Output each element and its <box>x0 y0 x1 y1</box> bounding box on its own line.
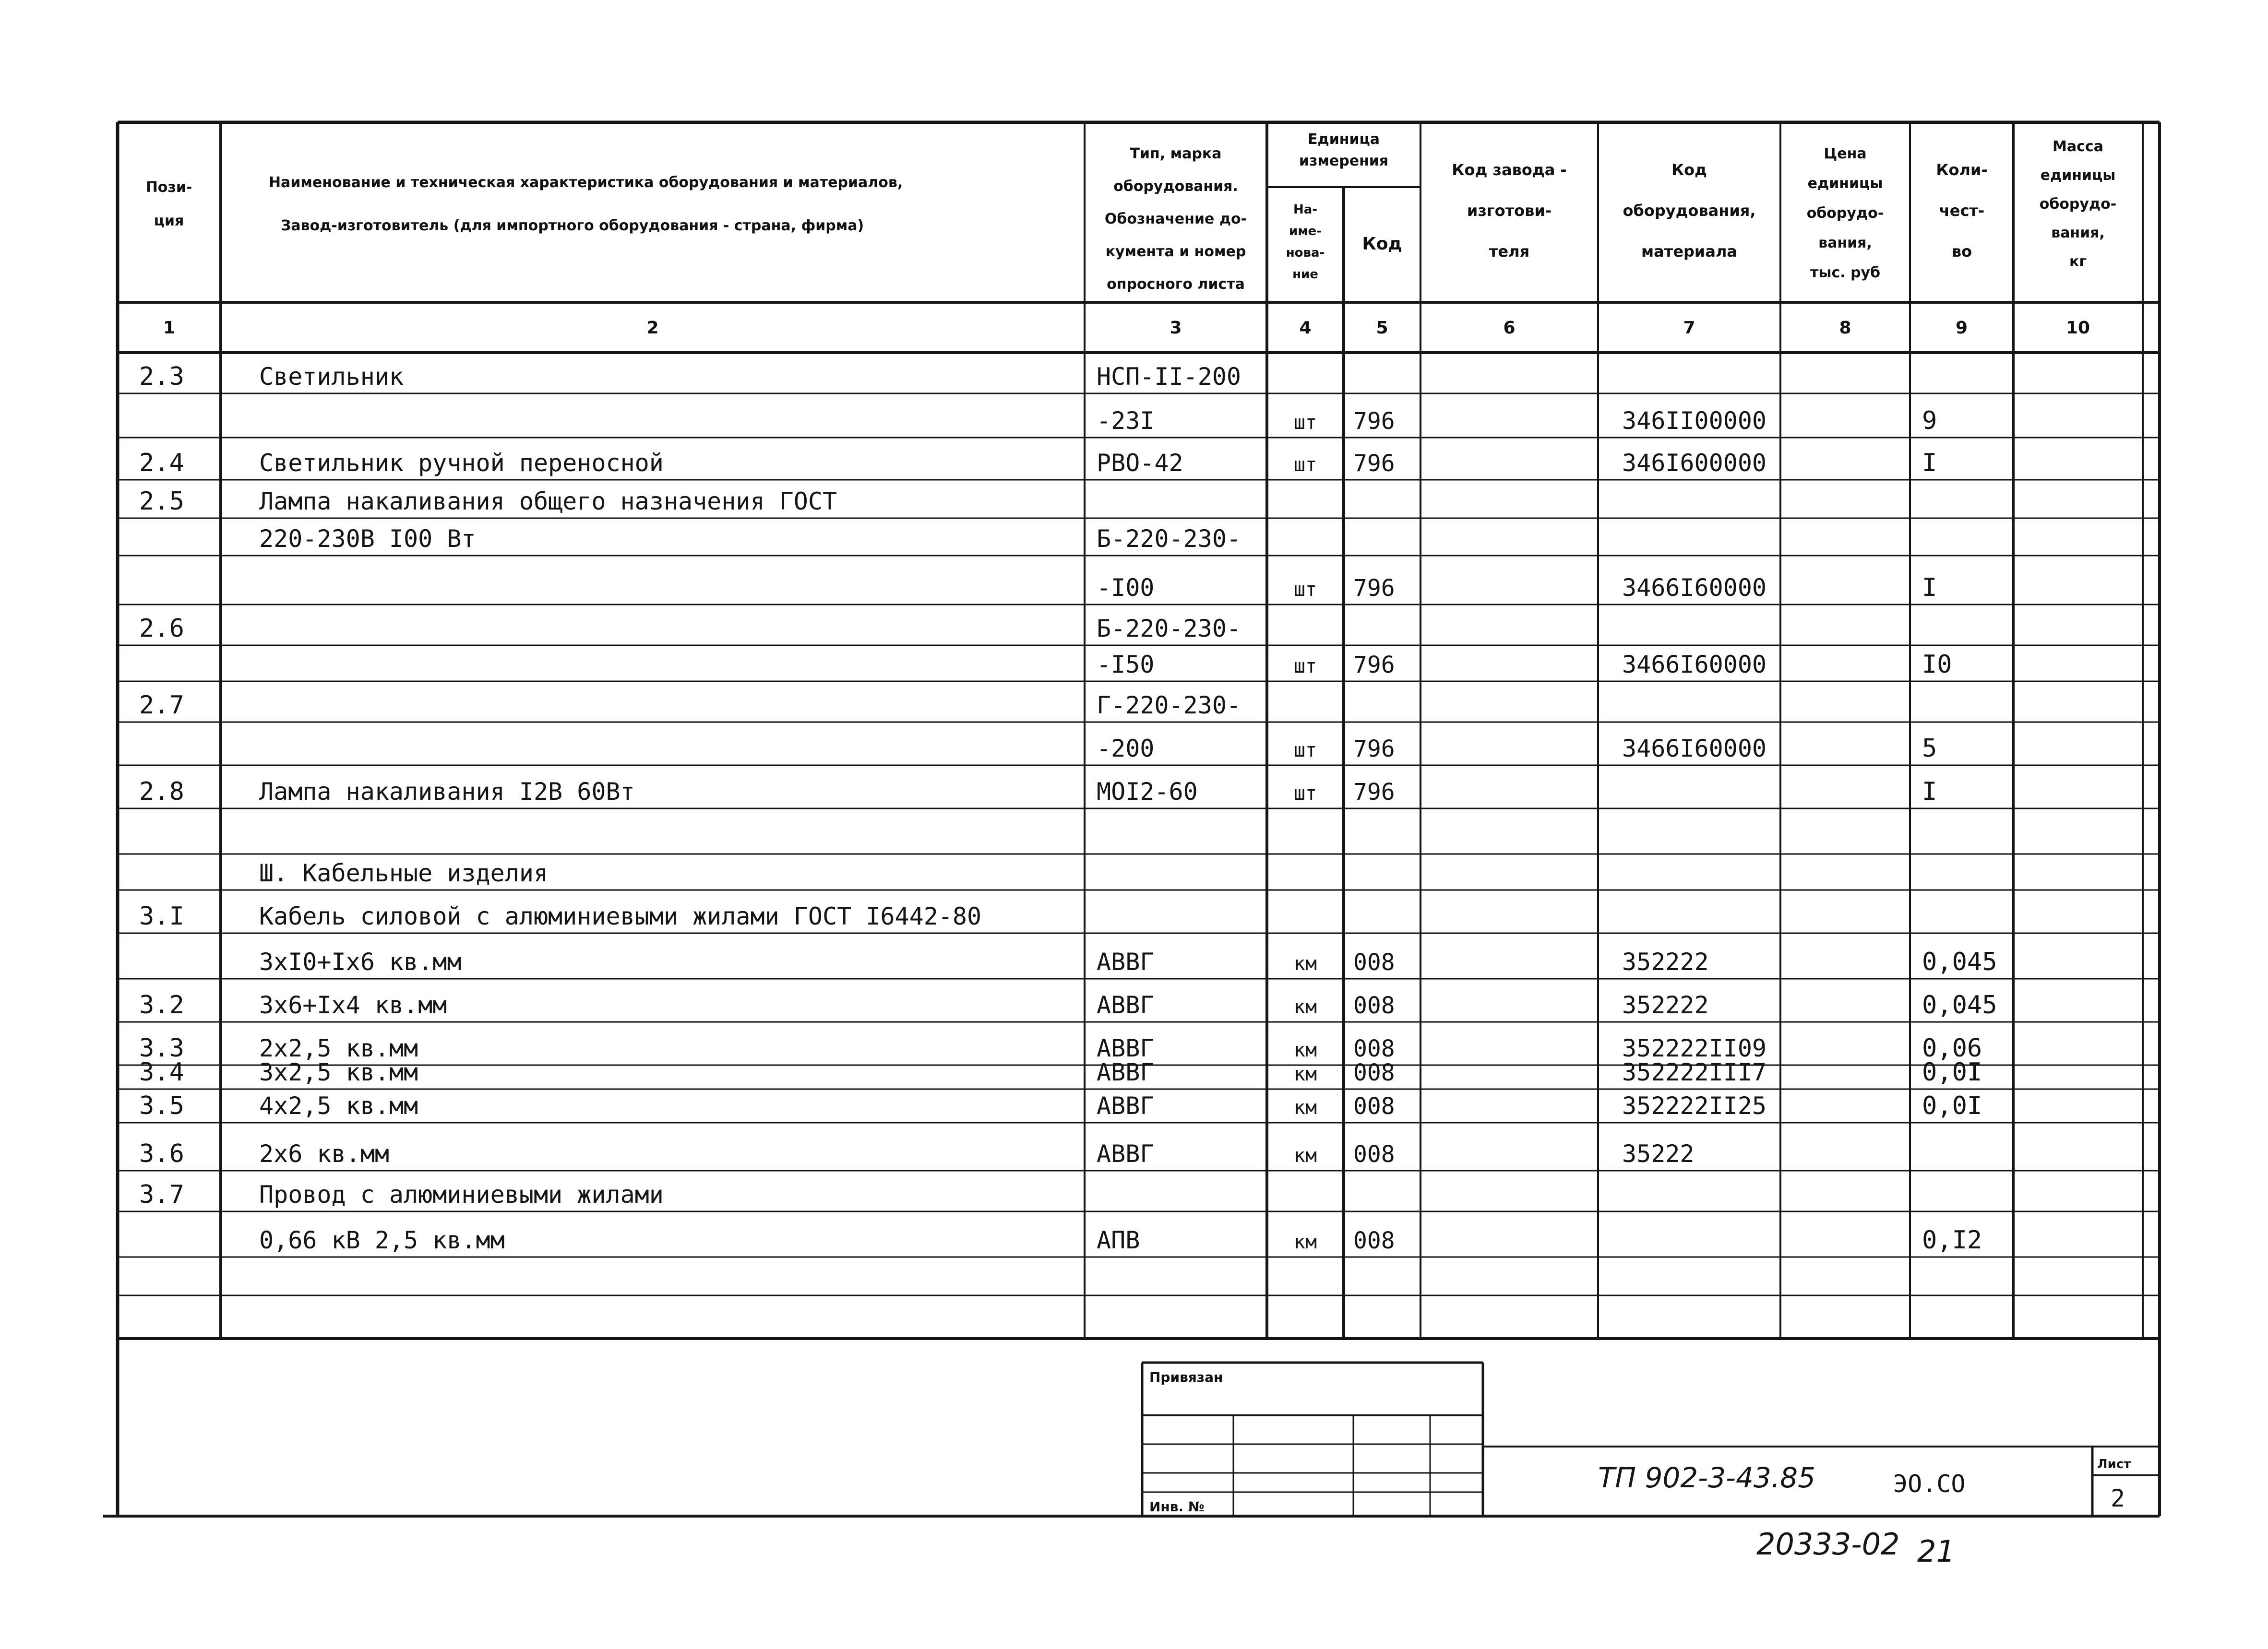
row-unit: шт <box>1293 579 1317 601</box>
row-unit-code: 008 <box>1353 992 1395 1019</box>
column-number: 3 <box>1170 318 1182 338</box>
row-type: АВВГ <box>1097 1092 1155 1120</box>
row-name: 3хI0+Iх6 кв.мм <box>259 948 462 976</box>
table-row <box>139 614 1241 643</box>
row-name: Лампа накаливания I2В 60Вт <box>259 778 635 806</box>
header-factory-code <box>1452 161 1566 261</box>
row-type: -23I <box>1097 407 1155 435</box>
row-unit-code: 008 <box>1353 949 1395 976</box>
header-type <box>1105 145 1247 293</box>
header-line: единицы <box>2040 167 2116 184</box>
row-quantity: 0,0I <box>1922 1058 1982 1087</box>
column-number: 9 <box>1955 318 1968 338</box>
row-unit: шт <box>1293 783 1317 805</box>
header-price <box>1807 145 1884 281</box>
row-type: Б-220-230- <box>1097 615 1241 642</box>
header-line: вания, <box>2051 225 2105 241</box>
header-unit-name <box>1286 202 1325 282</box>
row-position: 3.5 <box>139 1091 184 1120</box>
row-type: -I50 <box>1097 651 1155 678</box>
row-unit-code: 008 <box>1353 1093 1395 1120</box>
table-row <box>139 691 1241 720</box>
row-position: 2.5 <box>139 487 184 516</box>
row-unit-code: 008 <box>1353 1227 1395 1254</box>
header-line: оборудования, <box>1623 202 1756 220</box>
row-material-code: 3466I60000 <box>1622 735 1767 762</box>
header-line: Коли- <box>1936 161 1988 179</box>
row-unit-code: 796 <box>1353 652 1395 678</box>
header-line: Наименование и техническая характеристика оборудования и материалов, <box>269 174 903 191</box>
row-type: -200 <box>1097 735 1155 762</box>
header-line: тыс. руб <box>1810 264 1881 281</box>
header-unit-group <box>1299 131 1388 169</box>
row-type: АВВГ <box>1097 991 1155 1019</box>
row-quantity: 0,I2 <box>1922 1226 1982 1255</box>
row-unit: км <box>1293 1097 1317 1119</box>
header-unit-code: Код <box>1362 234 1402 254</box>
row-unit: км <box>1293 953 1317 975</box>
row-name: 3х2,5 кв.мм <box>259 1058 418 1086</box>
row-name: 2х6 кв.мм <box>259 1140 389 1168</box>
row-name: Светильник <box>259 363 404 391</box>
row-type: Г-220-230- <box>1097 691 1241 719</box>
header-line: теля <box>1489 242 1530 261</box>
table-row <box>139 1091 1982 1120</box>
row-position: 3.4 <box>139 1058 184 1087</box>
row-material-code: 352222II09 <box>1622 1034 1767 1062</box>
row-material-code: 346II00000 <box>1622 407 1767 435</box>
row-material-code: 35222 <box>1622 1140 1695 1168</box>
row-material-code: 352222 <box>1622 948 1709 976</box>
table-header <box>146 131 2117 293</box>
row-position: 3.6 <box>139 1139 184 1168</box>
header-line: Единица <box>1308 131 1380 148</box>
row-unit: шт <box>1293 454 1317 476</box>
row-material-code: 3466I60000 <box>1622 651 1767 678</box>
section-code: ЭО.СО <box>1893 1470 1966 1498</box>
row-name: 0,66 кВ 2,5 кв.мм <box>259 1226 505 1254</box>
header-line: кг <box>2069 253 2087 270</box>
table-row <box>139 777 1937 806</box>
header-position <box>146 179 192 229</box>
row-name: Ш. Кабельные изделия <box>259 859 549 887</box>
row-unit: км <box>1293 996 1317 1018</box>
inventory-label: Инв. № <box>1149 1499 1205 1515</box>
row-quantity: 0,045 <box>1922 948 1997 976</box>
header-line: Код <box>1671 161 1707 179</box>
row-position: 2.3 <box>139 362 184 391</box>
sheet-label: Лист <box>2097 1457 2131 1471</box>
column-number: 6 <box>1503 318 1516 338</box>
row-type: АВВГ <box>1097 948 1155 976</box>
table-row <box>1097 406 1937 435</box>
row-unit: шт <box>1293 655 1317 677</box>
table-row <box>259 948 1997 976</box>
column-number: 1 <box>163 318 176 338</box>
row-name: Кабель силовой с алюминиевыми жилами ГОСТ I6442-80 <box>259 902 982 930</box>
header-line: ция <box>154 213 184 229</box>
row-quantity: 5 <box>1922 734 1937 763</box>
row-position: 2.6 <box>139 614 184 643</box>
table-row <box>259 1226 1982 1255</box>
sheet-number: 2 <box>2111 1484 2125 1512</box>
row-type: АВВГ <box>1097 1034 1155 1062</box>
row-quantity: 9 <box>1922 406 1937 435</box>
table-row <box>1097 650 1952 679</box>
archive-page: 21 <box>1917 1534 1955 1569</box>
header-line: Тип, марка <box>1130 145 1222 162</box>
column-number: 4 <box>1299 318 1312 338</box>
row-unit-code: 796 <box>1353 779 1395 806</box>
row-name: 3х6+Iх4 кв.мм <box>259 991 447 1019</box>
row-position: 3.3 <box>139 1034 184 1063</box>
header-line: нова- <box>1286 246 1325 260</box>
row-type: Б-220-230- <box>1097 525 1241 553</box>
table-body <box>118 362 2160 1295</box>
table-row <box>259 525 1241 553</box>
column-number: 7 <box>1683 318 1695 338</box>
row-unit-code: 796 <box>1353 450 1395 477</box>
row-name: 220-230В I00 Вт <box>259 525 476 553</box>
header-line: Пози- <box>145 179 192 196</box>
column-number: 5 <box>1376 318 1388 338</box>
header-mass <box>2040 138 2117 270</box>
row-unit: км <box>1293 1039 1317 1061</box>
row-position: 3.I <box>139 902 184 931</box>
row-material-code: 346I600000 <box>1622 449 1767 477</box>
row-name: 4х2,5 кв.мм <box>259 1092 418 1120</box>
row-quantity: I <box>1922 573 1937 602</box>
row-unit-code: 796 <box>1353 408 1395 435</box>
row-quantity: I <box>1922 777 1937 806</box>
column-number: 2 <box>646 318 659 338</box>
table-row <box>139 449 1937 477</box>
header-line: оборудования. <box>1113 178 1238 195</box>
row-unit: км <box>1293 1145 1317 1167</box>
title-block <box>1142 1363 2160 1569</box>
row-name: 2х2,5 кв.мм <box>259 1034 418 1062</box>
header-line: оборудо- <box>1806 205 1884 222</box>
table-row <box>139 1058 1982 1087</box>
row-unit-code: 796 <box>1353 736 1395 762</box>
column-number: 8 <box>1839 318 1851 338</box>
row-quantity: 0,06 <box>1922 1034 1982 1063</box>
table-row <box>139 902 981 931</box>
row-position: 2.4 <box>139 449 184 477</box>
row-name: Провод с алюминиевыми жилами <box>259 1181 664 1209</box>
header-line: ние <box>1292 267 1318 282</box>
column-numbers <box>163 318 2090 338</box>
header-line: Цена <box>1824 145 1867 162</box>
row-type: РВО-42 <box>1097 449 1183 477</box>
row-quantity: I <box>1922 449 1937 477</box>
row-position: 2.8 <box>139 777 184 806</box>
row-quantity: 0,0I <box>1922 1091 1982 1120</box>
column-number: 10 <box>2065 318 2090 338</box>
header-line: Код завода - <box>1452 161 1567 179</box>
row-unit-code: 008 <box>1353 1035 1395 1062</box>
header-line: изготови- <box>1467 202 1552 220</box>
header-line: Завод-изготовитель (для импортного оборудования - страна, фирма) <box>281 217 864 234</box>
header-line: оборудо- <box>2039 196 2117 213</box>
table-row <box>139 362 1241 391</box>
table-row <box>139 1139 1695 1168</box>
row-unit: шт <box>1293 412 1317 434</box>
row-unit: км <box>1293 1231 1317 1253</box>
table-row <box>259 859 548 887</box>
row-name: Светильник ручной переносной <box>259 449 664 477</box>
header-line: кумента и номер <box>1105 243 1246 260</box>
header-line: измерения <box>1299 153 1389 169</box>
header-line: Масса <box>2053 138 2103 155</box>
row-type: АВВГ <box>1097 1058 1155 1086</box>
row-quantity: I0 <box>1922 650 1952 679</box>
header-line: чест- <box>1939 202 1985 220</box>
row-unit: шт <box>1293 739 1317 761</box>
archive-number: 20333-02 <box>1756 1527 1900 1562</box>
header-line: материала <box>1641 242 1737 261</box>
header-line: единицы <box>1807 175 1883 192</box>
header-name <box>269 174 903 234</box>
row-unit: км <box>1293 1063 1317 1085</box>
table-row <box>1097 734 1937 763</box>
table-row <box>139 1180 664 1209</box>
table-row <box>1097 573 1937 602</box>
header-material-code <box>1623 161 1756 261</box>
row-unit-code: 008 <box>1353 1141 1395 1168</box>
header-line: во <box>1951 242 1972 261</box>
row-material-code: 352222II25 <box>1622 1092 1767 1120</box>
header-line: опросного листа <box>1107 276 1245 293</box>
row-name: Лампа накаливания общего назначения ГОСТ <box>259 487 837 515</box>
row-type: МОI2-60 <box>1097 778 1198 806</box>
table-row <box>139 487 837 516</box>
table-row <box>139 991 1997 1020</box>
row-material-code: 352222 <box>1622 991 1709 1019</box>
row-unit-code: 008 <box>1353 1059 1395 1086</box>
row-position: 3.7 <box>139 1180 184 1209</box>
header-quantity <box>1936 161 1987 261</box>
row-type: НСП-II-200 <box>1097 363 1241 391</box>
row-unit-code: 796 <box>1353 575 1395 602</box>
document-designation: ТП 902-3-43.85 <box>1598 1461 1815 1494</box>
header-line: вания, <box>1818 235 1872 251</box>
row-position: 2.7 <box>139 691 184 720</box>
row-quantity: 0,045 <box>1922 991 1997 1020</box>
row-type: АВВГ <box>1097 1140 1155 1168</box>
row-type: -I00 <box>1097 574 1155 602</box>
row-type: АПВ <box>1097 1226 1140 1254</box>
privyazan-label: Привязан <box>1149 1369 1223 1385</box>
header-line: На- <box>1293 202 1318 217</box>
row-material-code: 352222III7 <box>1622 1058 1767 1086</box>
row-position: 3.2 <box>139 991 184 1020</box>
header-line: Обозначение до- <box>1104 211 1247 227</box>
row-material-code: 3466I60000 <box>1622 574 1767 602</box>
header-line: име- <box>1289 224 1322 238</box>
